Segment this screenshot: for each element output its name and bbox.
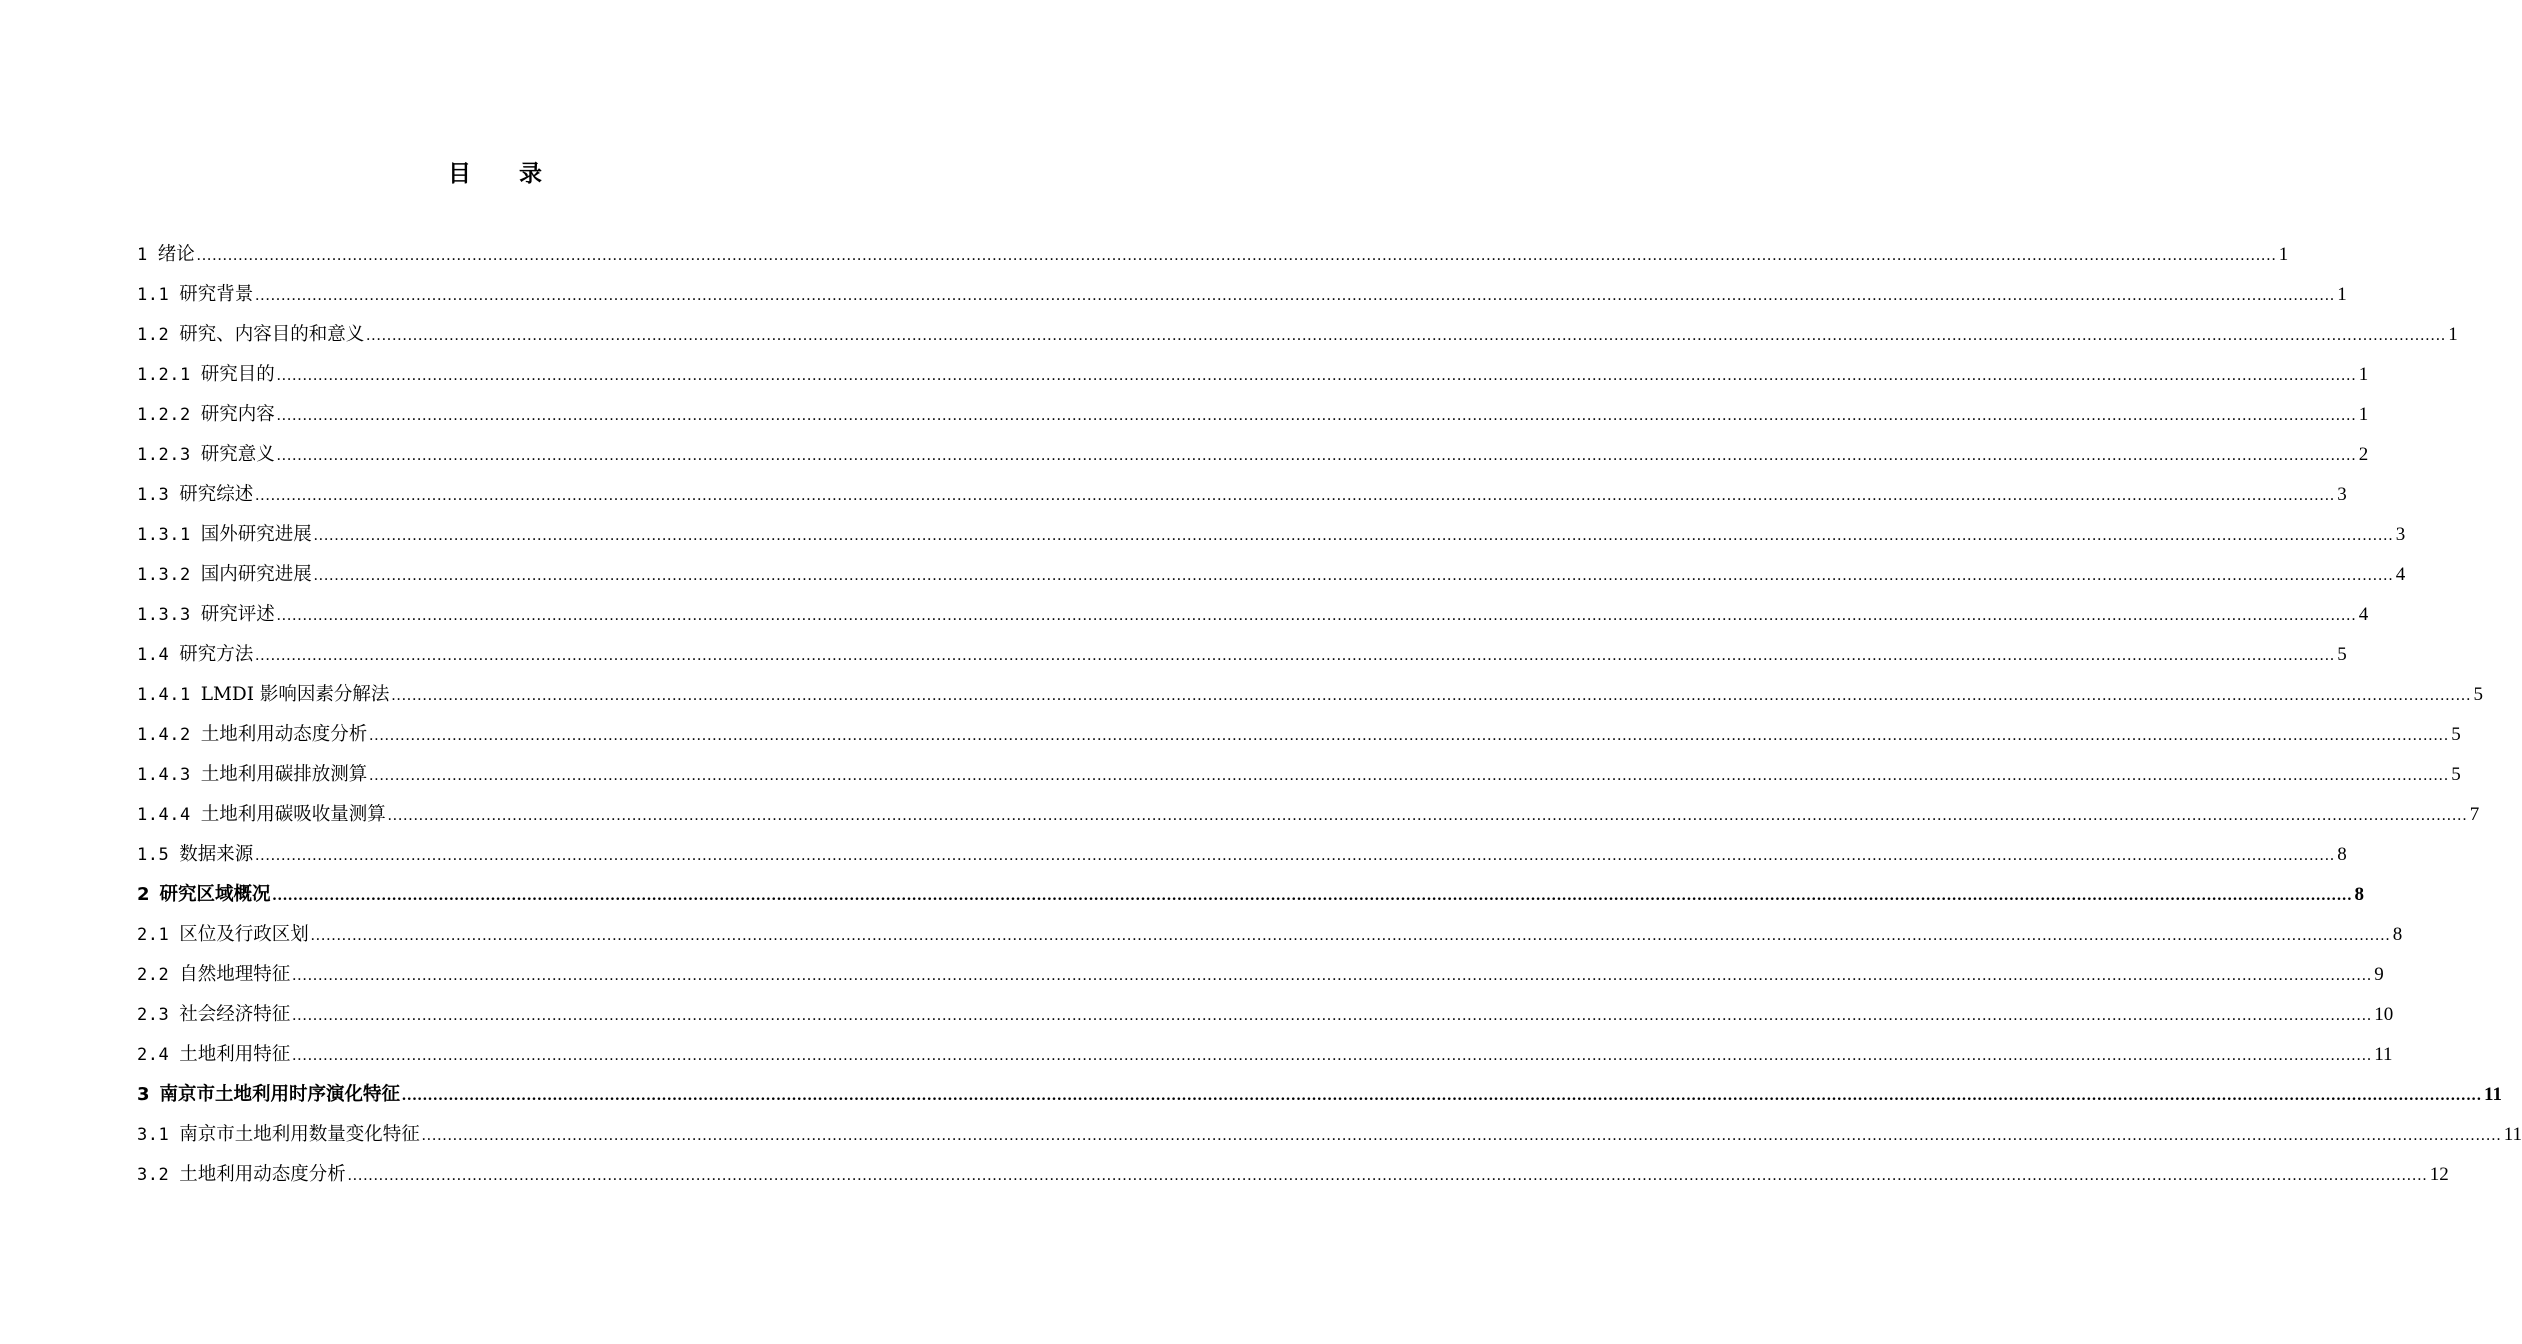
toc-entry-page-number: 5 (2451, 764, 2461, 785)
toc-dot-leader: ................................................................................................................................................................................................................................................................................................................................................................................................................ (369, 767, 2450, 784)
toc-entry-label (137, 395, 275, 435)
toc-entry-number: 1.4.4 (137, 805, 191, 825)
toc-dot-leader: ................................................................................................................................................................................................................................................................................................................................................................................................................ (387, 807, 2468, 824)
toc-entry[interactable] (137, 755, 2461, 795)
toc-entry-number: 1.2.3 (137, 445, 191, 465)
toc-entry[interactable] (137, 1075, 2502, 1115)
toc-entry[interactable] (137, 1155, 2449, 1195)
toc-entry-label (137, 915, 309, 955)
toc-entry-title: 数据来源 (179, 844, 254, 865)
toc-dot-leader: ................................................................................................................................................................................................................................................................................................................................................................................................................ (391, 687, 2472, 704)
toc-entry-number: 2 (137, 884, 150, 905)
toc-entry[interactable] (137, 275, 2347, 315)
toc-entry-label (137, 315, 364, 355)
toc-entry[interactable] (137, 1035, 2393, 1075)
toc-entry-label (137, 835, 253, 875)
toc-entry-page-number: 1 (2358, 364, 2369, 385)
toc-entry[interactable] (137, 1115, 2522, 1155)
toc-entry[interactable] (137, 835, 2347, 875)
toc-entry-label (137, 755, 367, 795)
toc-entry-page-number: 8 (2392, 924, 2403, 945)
toc-dot-leader: ................................................................................................................................................................................................................................................................................................................................................................................................................ (276, 367, 2357, 384)
toc-entry[interactable] (137, 595, 2369, 635)
toc-entry-number: 1.2.2 (137, 405, 191, 425)
toc-entry-page-number: 3 (2337, 484, 2347, 505)
toc-entry-title: 土地利用动态度分析 (179, 1164, 346, 1185)
toc-entry[interactable] (137, 235, 2289, 275)
toc-entry-label (137, 595, 275, 635)
toc-entry-label (137, 1035, 290, 1075)
toc-dot-leader: ................................................................................................................................................................................................................................................................................................................................................................................................................ (272, 887, 2353, 904)
toc-entry-number: 2.3 (137, 1005, 170, 1025)
toc-entry-title: 南京市土地利用数量变化特征 (179, 1124, 420, 1145)
toc-entry-page-number: 1 (2278, 244, 2289, 265)
toc-dot-leader: ................................................................................................................................................................................................................................................................................................................................................................................................................ (255, 487, 2336, 504)
toc-entry-number: 1.4.2 (137, 725, 191, 745)
toc-entry-number: 1 (137, 245, 148, 265)
toc-entry-title: 土地利用动态度分析 (200, 724, 368, 745)
toc-entry-label (137, 795, 386, 835)
toc-entry[interactable] (137, 555, 2406, 595)
toc-dot-leader: ................................................................................................................................................................................................................................................................................................................................................................................................................ (369, 727, 2450, 744)
toc-entry-label (137, 875, 271, 915)
toc-entry-page-number: 4 (2358, 604, 2369, 625)
toc-entry-title: LMDI 影响因素分解法 (200, 684, 390, 705)
toc-entry-title: 土地利用特征 (179, 1044, 291, 1065)
toc-entry[interactable] (137, 395, 2369, 435)
toc-entry-title: 研究方法 (179, 644, 254, 665)
toc-entry-page-number: 10 (2374, 1004, 2394, 1025)
toc-dot-leader: ................................................................................................................................................................................................................................................................................................................................................................................................................ (292, 1007, 2373, 1024)
toc-dot-leader: ................................................................................................................................................................................................................................................................................................................................................................................................................ (313, 567, 2394, 584)
toc-entry-page-number: 1 (2358, 404, 2369, 425)
toc-entry-number: 1.5 (137, 845, 170, 865)
toc-entry-title: 区位及行政区划 (179, 924, 309, 945)
toc-entry-label (137, 355, 275, 395)
toc-entry-number: 1.3.1 (137, 525, 191, 545)
toc-dot-leader: ................................................................................................................................................................................................................................................................................................................................................................................................................ (366, 327, 2447, 344)
toc-entry-number: 2.2 (137, 965, 170, 985)
toc-entry-page-number: 5 (2451, 724, 2461, 745)
toc-entry-title: 研究区域概况 (159, 884, 271, 905)
toc-entry-label (137, 475, 253, 515)
toc-entry-page-number: 12 (2429, 1164, 2449, 1185)
toc-entry-title: 社会经济特征 (179, 1004, 291, 1025)
toc-dot-leader: ................................................................................................................................................................................................................................................................................................................................................................................................................ (310, 927, 2391, 944)
toc-dot-leader: ................................................................................................................................................................................................................................................................................................................................................................................................................ (347, 1167, 2428, 1184)
toc-entry-number: 1.4.1 (137, 685, 191, 705)
toc-entry-title: 国外研究进展 (200, 524, 312, 545)
toc-entry-title: 研究、内容目的和意义 (179, 324, 365, 345)
toc-dot-leader: ................................................................................................................................................................................................................................................................................................................................................................................................................ (276, 607, 2357, 624)
toc-entry-title: 土地利用碳吸收量测算 (200, 804, 386, 825)
toc-entry-title: 自然地理特征 (179, 964, 291, 985)
toc-entry-page-number: 1 (2448, 324, 2458, 345)
toc-entry-number: 1.1 (137, 285, 170, 305)
toc-entry-page-number: 3 (2395, 524, 2406, 545)
toc-entry-number: 2.1 (137, 925, 170, 945)
toc-entry-number: 3 (137, 1084, 150, 1105)
toc-entry-number: 1.3.3 (137, 605, 191, 625)
toc-entry[interactable] (137, 715, 2461, 755)
toc-entry-title: 国内研究进展 (200, 564, 312, 585)
toc-dot-leader: ................................................................................................................................................................................................................................................................................................................................................................................................................ (313, 527, 2394, 544)
toc-entry-label (137, 275, 253, 315)
toc-entry-number: 1.4.3 (137, 765, 191, 785)
toc-entry[interactable] (137, 475, 2347, 515)
toc-entry-number: 1.2 (137, 325, 170, 345)
toc-entry-label (137, 715, 367, 755)
toc-entry-title: 绪论 (157, 244, 195, 265)
toc-entry-page-number: 11 (2374, 1044, 2393, 1065)
toc-entry-label (137, 995, 290, 1035)
toc-entry-title: 研究目的 (200, 364, 275, 385)
table-of-contents (137, 235, 2522, 1195)
toc-dot-leader: ................................................................................................................................................................................................................................................................................................................................................................................................................ (255, 647, 2336, 664)
toc-entry-label (137, 1075, 400, 1115)
title-char-2: 录 (519, 161, 542, 187)
toc-entry-page-number: 1 (2337, 284, 2347, 305)
toc-entry-number: 1.3 (137, 485, 170, 505)
toc-entry[interactable] (137, 955, 2384, 995)
toc-entry-label (137, 1155, 346, 1195)
toc-entry[interactable] (137, 435, 2369, 475)
toc-entry-page-number: 8 (2337, 844, 2347, 865)
toc-dot-leader: ................................................................................................................................................................................................................................................................................................................................................................................................................ (255, 847, 2336, 864)
toc-entry-label (137, 635, 253, 675)
toc-entry-page-number: 11 (2484, 1084, 2502, 1105)
toc-entry-label (137, 555, 312, 595)
toc-entry-page-number: 2 (2358, 444, 2369, 465)
toc-entry-page-number: 4 (2395, 564, 2406, 585)
toc-entry-number: 2.4 (137, 1045, 170, 1065)
toc-entry-title: 研究意义 (200, 444, 275, 465)
toc-dot-leader: ................................................................................................................................................................................................................................................................................................................................................................................................................ (292, 967, 2373, 984)
toc-entry-title: 研究背景 (179, 284, 254, 305)
toc-dot-leader: ................................................................................................................................................................................................................................................................................................................................................................................................................ (196, 247, 2277, 264)
page-title (0, 158, 990, 190)
toc-entry-title: 研究评述 (200, 604, 275, 625)
toc-dot-leader: ................................................................................................................................................................................................................................................................................................................................................................................................................ (402, 1087, 2483, 1104)
toc-dot-leader: ................................................................................................................................................................................................................................................................................................................................................................................................................ (255, 287, 2336, 304)
toc-dot-leader: ................................................................................................................................................................................................................................................................................................................................................................................................................ (421, 1127, 2502, 1144)
toc-entry-label (137, 515, 312, 555)
toc-entry-title: 南京市土地利用时序演化特征 (159, 1084, 401, 1105)
toc-dot-leader: ................................................................................................................................................................................................................................................................................................................................................................................................................ (276, 407, 2357, 424)
toc-entry[interactable] (137, 315, 2458, 355)
toc-entry-page-number: 5 (2473, 684, 2483, 705)
toc-entry-label (137, 1115, 420, 1155)
toc-entry[interactable] (137, 875, 2365, 915)
toc-entry[interactable] (137, 915, 2403, 955)
toc-entry-number: 3.1 (137, 1125, 170, 1145)
toc-entry[interactable] (137, 515, 2406, 555)
toc-entry[interactable] (137, 635, 2347, 675)
toc-entry-page-number: 7 (2469, 804, 2480, 825)
toc-entry-title: 土地利用碳排放测算 (200, 764, 368, 785)
toc-entry-page-number: 9 (2374, 964, 2384, 985)
toc-dot-leader: ................................................................................................................................................................................................................................................................................................................................................................................................................ (292, 1047, 2373, 1064)
toc-entry-label (137, 235, 195, 275)
toc-entry-label (137, 955, 290, 995)
toc-entry[interactable] (137, 995, 2394, 1035)
toc-entry-number: 1.2.1 (137, 365, 191, 385)
toc-entry-page-number: 8 (2354, 884, 2365, 905)
toc-dot-leader: ................................................................................................................................................................................................................................................................................................................................................................................................................ (276, 447, 2357, 464)
toc-entry-title: 研究内容 (200, 404, 275, 425)
toc-entry-title: 研究综述 (179, 484, 254, 505)
toc-entry-number: 1.3.2 (137, 565, 191, 585)
toc-entry-number: 1.4 (137, 645, 170, 665)
toc-entry[interactable] (137, 675, 2483, 715)
toc-entry-page-number: 5 (2337, 644, 2347, 665)
toc-entry[interactable] (137, 795, 2480, 835)
toc-entry[interactable] (137, 355, 2369, 395)
toc-entry-label (137, 675, 389, 715)
toc-entry-number: 3.2 (137, 1165, 170, 1185)
title-char-1: 目 (448, 161, 471, 187)
toc-entry-label (137, 435, 275, 475)
toc-entry-page-number: 11 (2503, 1124, 2522, 1145)
